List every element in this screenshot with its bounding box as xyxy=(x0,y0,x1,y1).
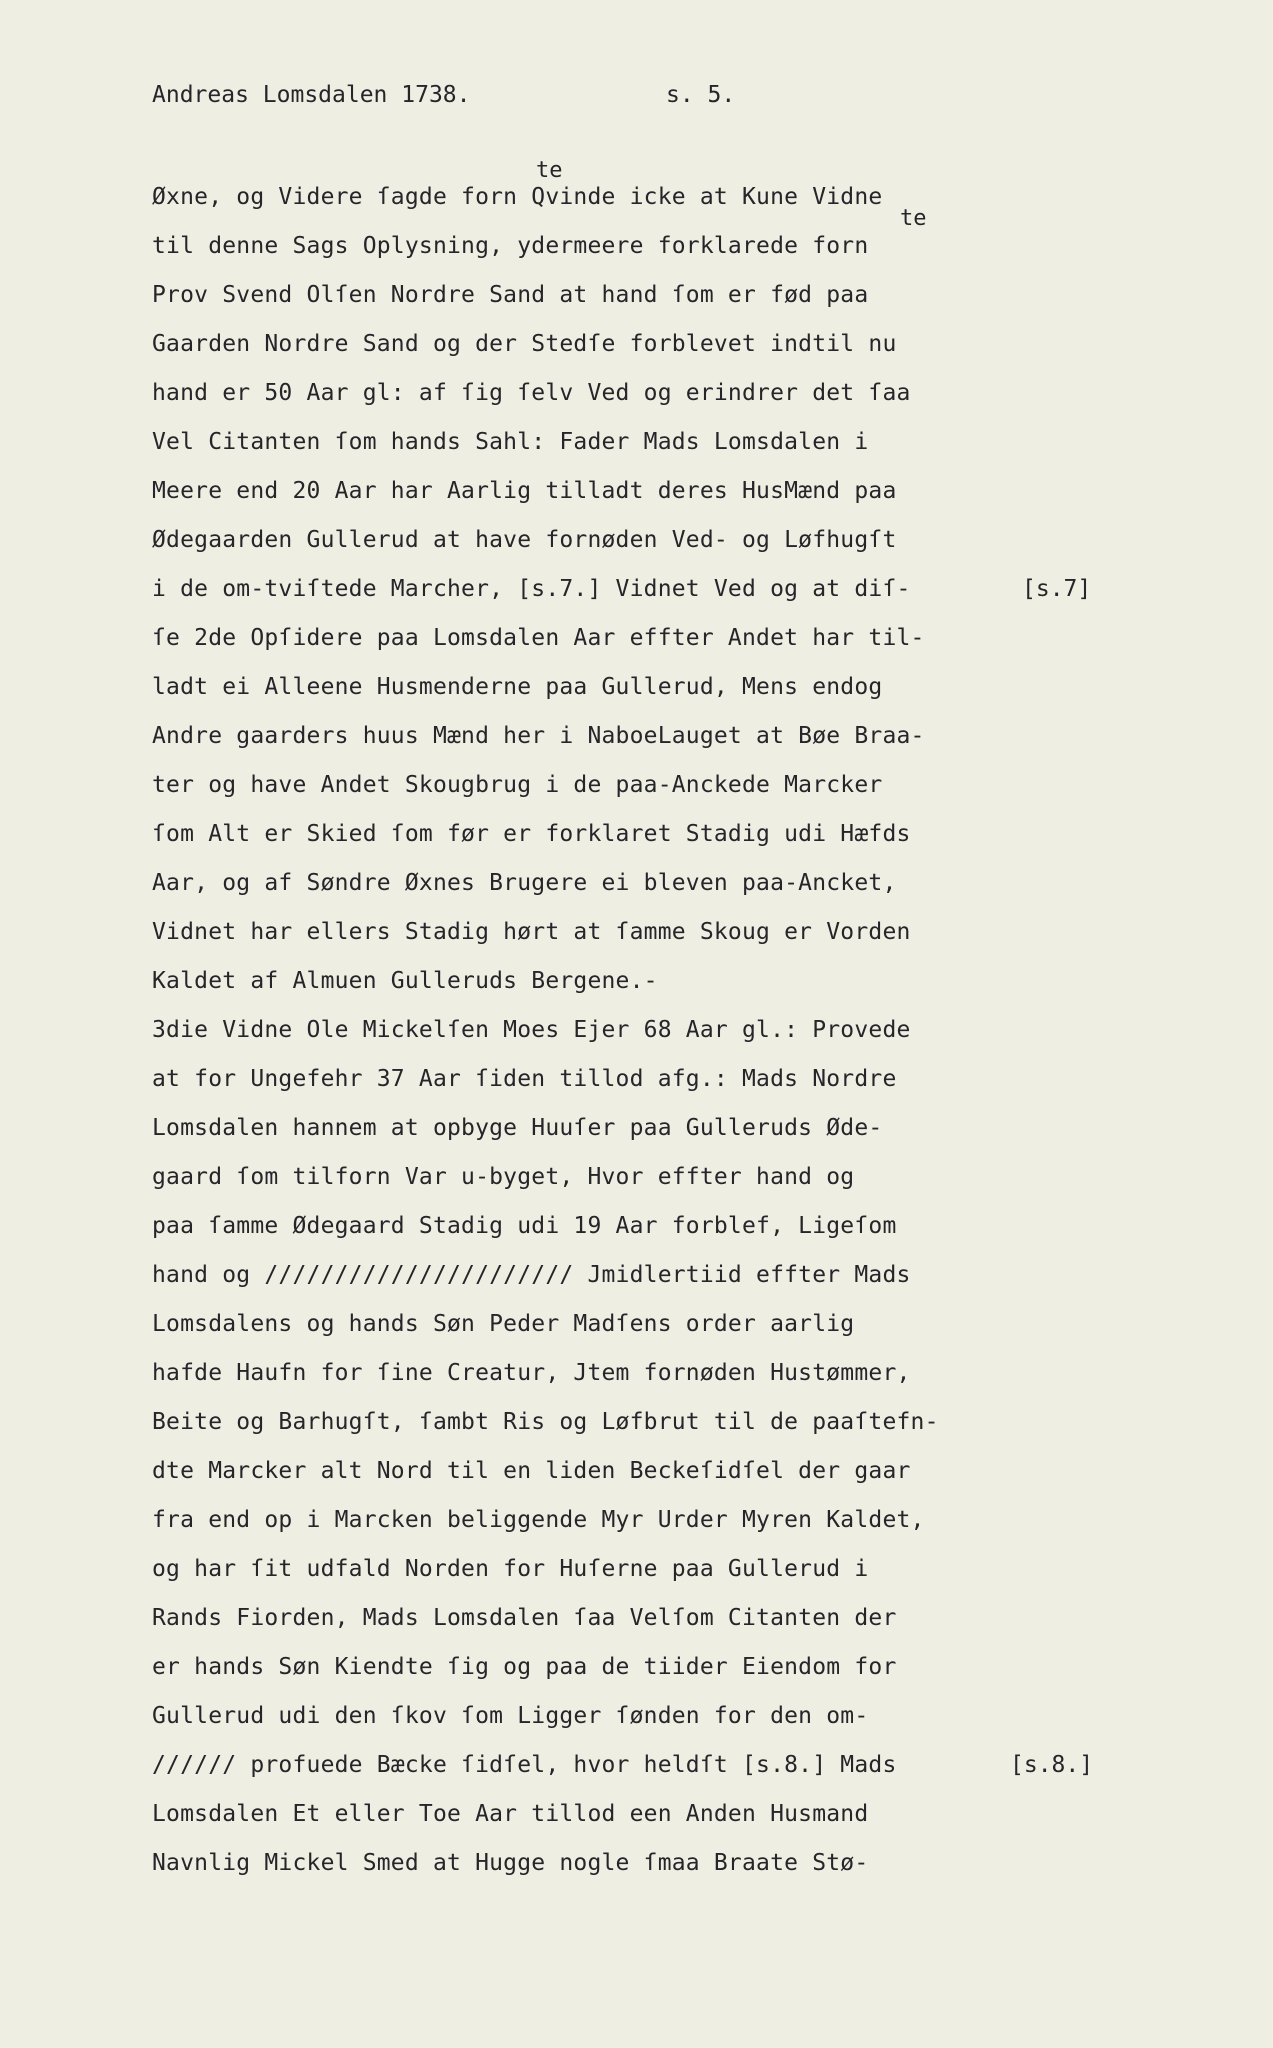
text-line: til denne Sags Oplysning, ydermeere forklarede forn xyxy=(152,233,869,259)
text-line: i de om-tviſtede Marcher, [s.7.] Vidnet Ved og at diſ- xyxy=(152,576,911,602)
text-line: Øxne, og Videre ſagde forn Qvinde icke at Kune Vidne xyxy=(152,184,883,210)
text-line: Rands Fiorden, Mads Lomsdalen ſaa Velſom Citanten der xyxy=(152,1605,897,1631)
text-line: Andre gaarders huus Mænd her i NaboeLauget at Bøe Braa- xyxy=(152,723,925,749)
text-line: ////// profuede Bæcke ſidſel, hvor heldſt [s.8.] Mads xyxy=(152,1752,897,1778)
text-line: hand og ////////////////////// Jmidlertiid effter Mads xyxy=(152,1262,911,1288)
text-line: Gaarden Nordre Sand og der Stedſe forblevet indtil nu xyxy=(152,331,897,357)
margin-page-reference: [s.7] xyxy=(1022,576,1092,602)
text-line: Kaldet af Almuen Gulleruds Bergene.- xyxy=(152,968,658,994)
text-line: Gullerud udi den ſkov ſom Ligger ſønden for den om- xyxy=(152,1703,869,1729)
text-line: Vidnet har ellers Stadig hørt at ſamme Skoug er Vorden xyxy=(152,919,911,945)
text-line: Aar, og af Søndre Øxnes Brugere ei bleven paa-Ancket, xyxy=(152,870,897,896)
text-line: ſe 2de Opſidere paa Lomsdalen Aar effter Andet har til- xyxy=(152,625,925,651)
page-number: s. 5. xyxy=(666,82,736,108)
superscript-annotation: te xyxy=(536,158,563,183)
text-line: hand er 50 Aar gl: af ſig ſelv Ved og erindrer det ſaa xyxy=(152,380,911,406)
text-line: Vel Citanten ſom hands Sahl: Fader Mads Lomsdalen i xyxy=(152,429,869,455)
text-line: Lomsdalen hannem at opbyge Huuſer paa Gulleruds Øde- xyxy=(152,1115,883,1141)
text-line: Prov Svend Olſen Nordre Sand at hand ſom er fød paa xyxy=(152,282,869,308)
superscript-annotation: te xyxy=(900,206,927,231)
text-line: at for Ungefehr 37 Aar ſiden tillod afg.: Mads Nordre xyxy=(152,1066,897,1092)
text-line: og har ſit udfald Norden for Huſerne paa Gullerud i xyxy=(152,1556,869,1582)
text-line: Meere end 20 Aar har Aarlig tilladt deres HusMænd paa xyxy=(152,478,897,504)
text-line: er hands Søn Kiendte ſig og paa de tiider Eiendom for xyxy=(152,1654,897,1680)
text-line: Lomsdalens og hands Søn Peder Madſens order aarlig xyxy=(152,1311,855,1337)
text-line: Lomsdalen Et eller Toe Aar tillod een Anden Husmand xyxy=(152,1801,869,1827)
text-line: hafde Haufn for ſine Creatur, Jtem fornøden Hustømmer, xyxy=(152,1360,911,1386)
text-line: gaard ſom tilforn Var u-byget, Hvor effter hand og xyxy=(152,1164,855,1190)
text-line: Ødegaarden Gullerud at have fornøden Ved- og Løfhugſt xyxy=(152,527,897,553)
text-line: dte Marcker alt Nord til en liden Beckeſidſel der gaar xyxy=(152,1458,911,1484)
text-line: paa ſamme Ødegaard Stadig udi 19 Aar forblef, Ligeſom xyxy=(152,1213,897,1239)
text-line: ter og have Andet Skougbrug i de paa-Anckede Marcker xyxy=(152,772,883,798)
page-header xyxy=(152,82,736,108)
margin-page-reference: [s.8.] xyxy=(1010,1752,1094,1778)
text-line: Beite og Barhugſt, ſambt Ris og Løfbrut til de paaſtefn- xyxy=(152,1409,939,1435)
text-line: 3die Vidne Ole Mickelſen Moes Ejer 68 Aar gl.: Provede xyxy=(152,1017,911,1043)
text-line: ſom Alt er Skied ſom før er forklaret Stadig udi Hæfds xyxy=(152,821,911,847)
text-line: fra end op i Marcken beliggende Myr Urder Myren Kaldet, xyxy=(152,1507,925,1533)
document-title: Andreas Lomsdalen 1738. xyxy=(152,82,471,108)
text-line: Navnlig Mickel Smed at Hugge nogle ſmaa Braate Stø- xyxy=(152,1850,869,1876)
text-line: ladt ei Alleene Husmenderne paa Gullerud, Mens endog xyxy=(152,674,883,700)
